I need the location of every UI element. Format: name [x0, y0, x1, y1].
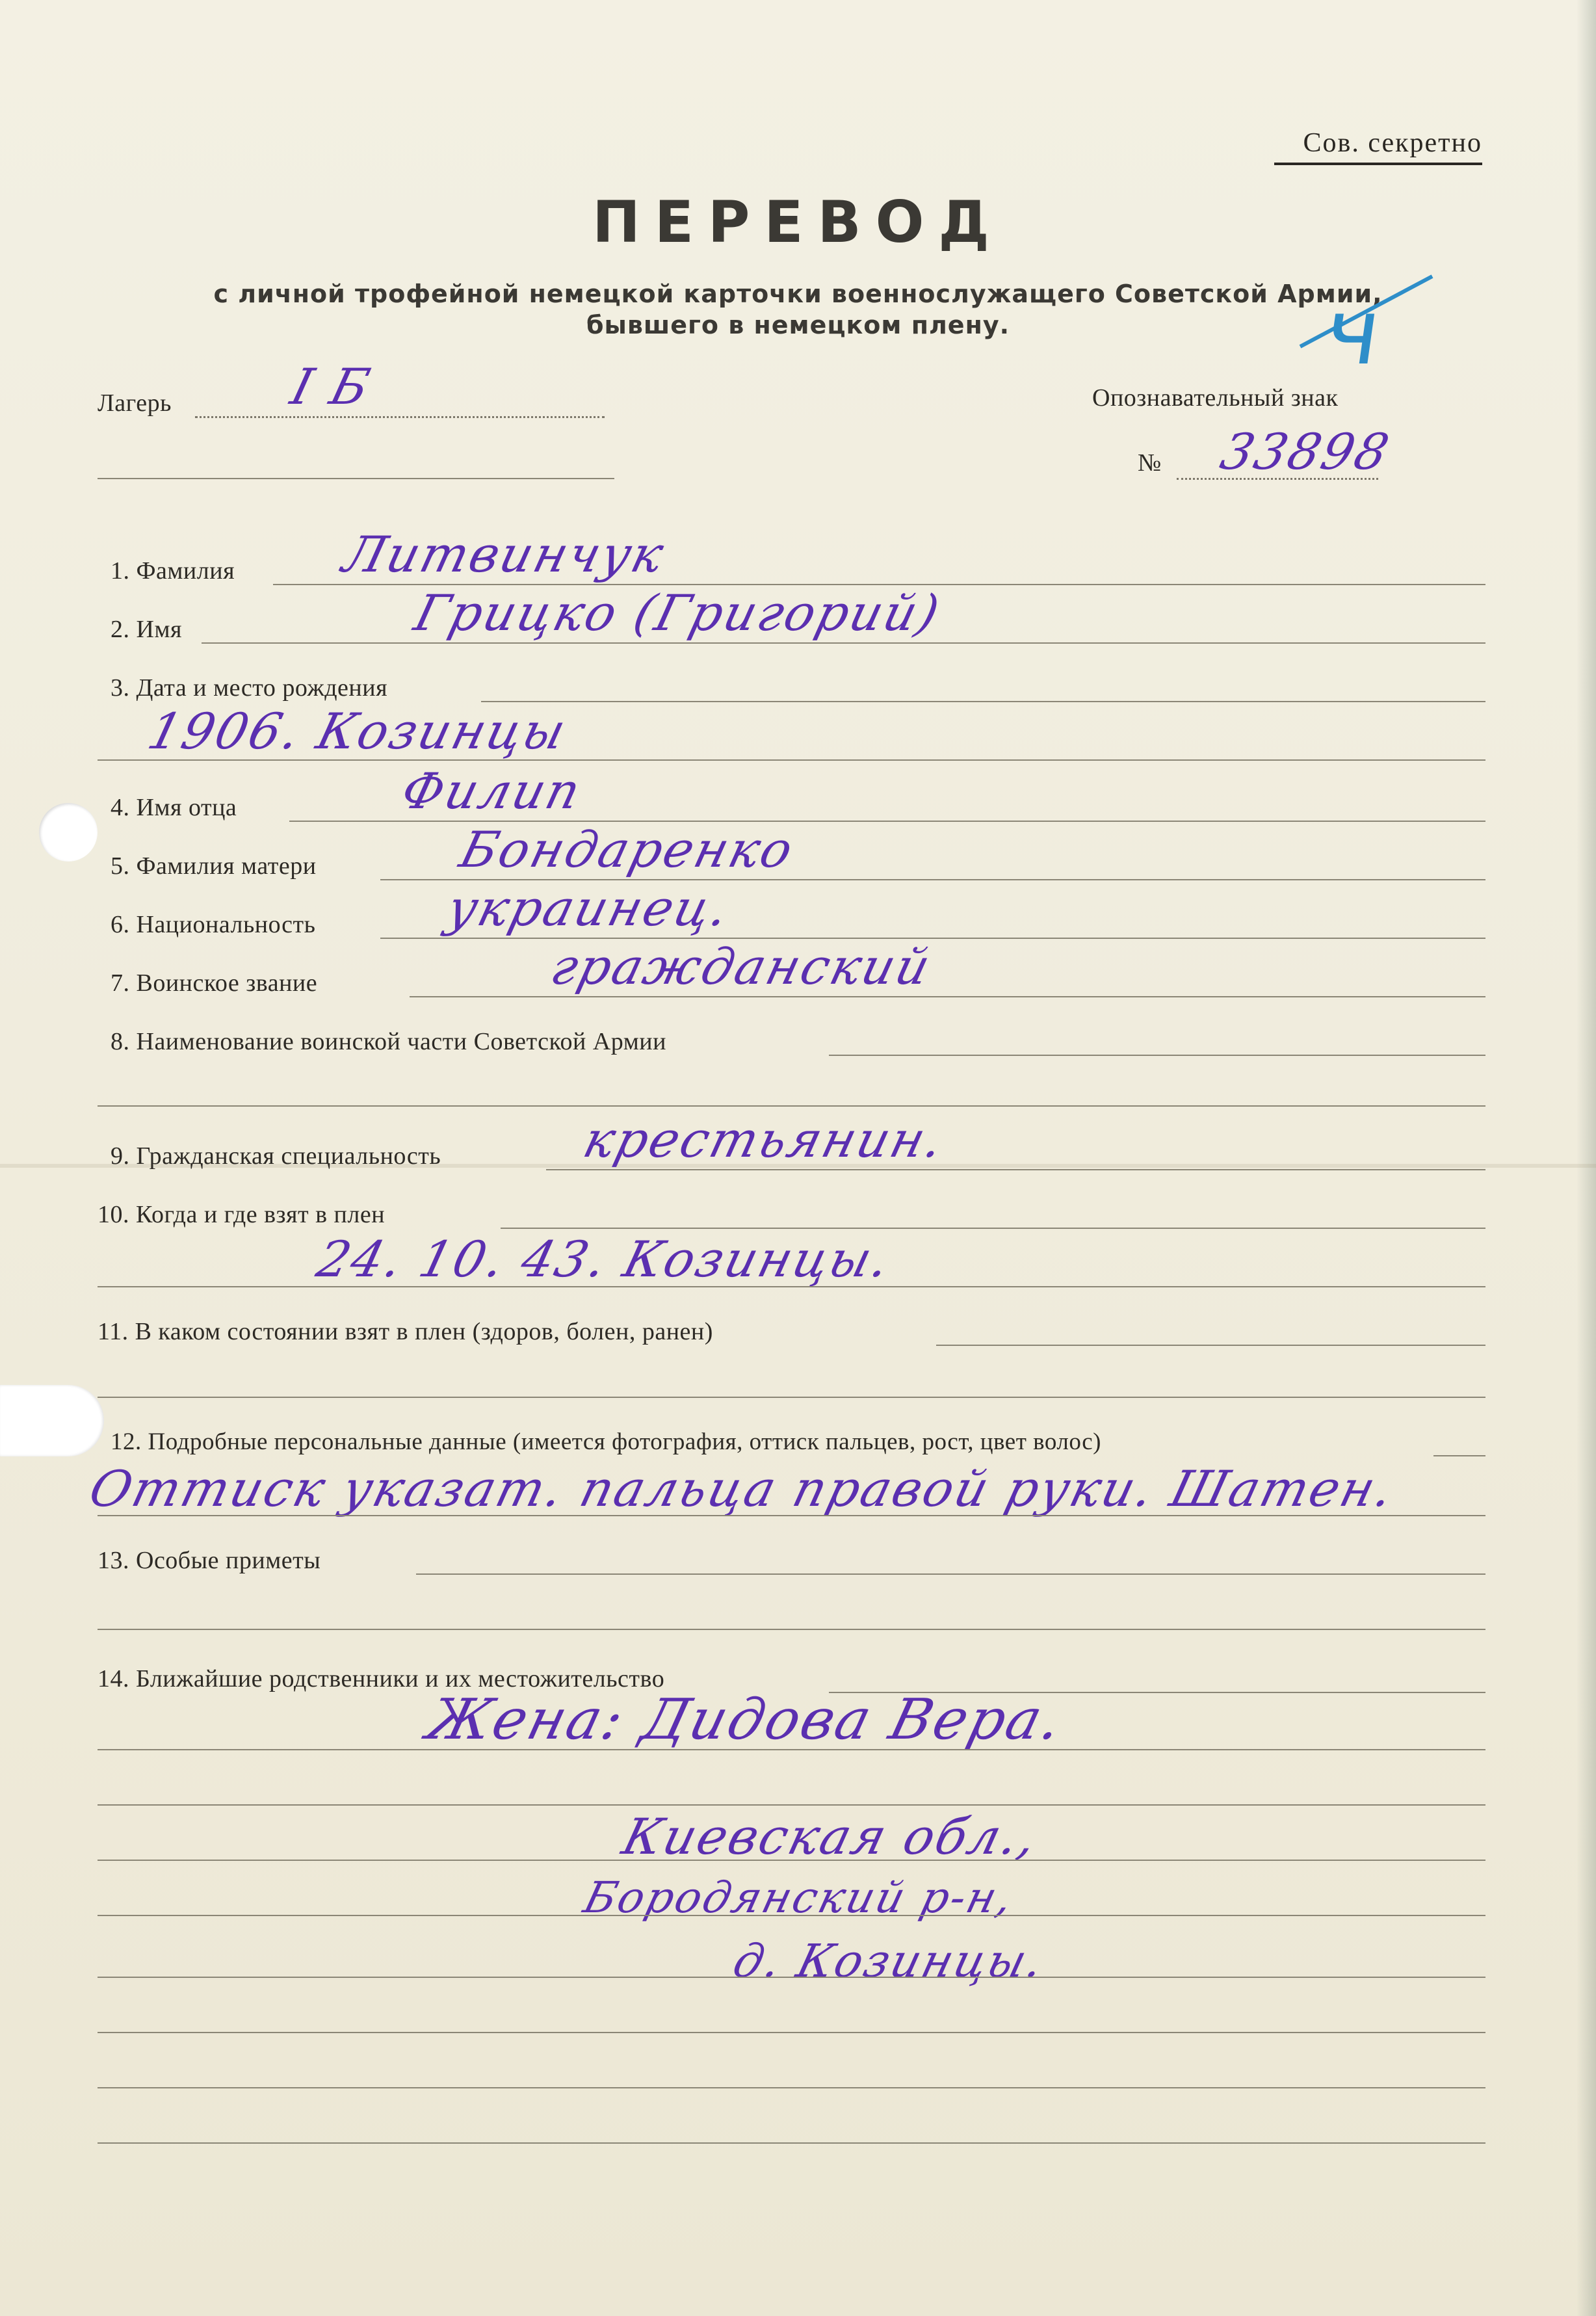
field-10-value: 24. 10. 43. Козинцы.	[311, 1230, 898, 1288]
field-4-label: 4. Имя отца	[111, 794, 237, 821]
id-tag-label: Опознавательный знак	[1092, 384, 1339, 412]
field-7-label: 7. Воинское звание	[111, 969, 318, 997]
field-6-value: украинец.	[441, 879, 737, 937]
field-8-label: 8. Наименование воинской части Советской Армии	[111, 1028, 666, 1055]
field-2-line	[202, 642, 1485, 644]
field-7-value: гражданский	[545, 938, 938, 995]
camp-line	[195, 416, 605, 418]
field-13-line	[416, 1573, 1485, 1575]
field-12-extra-line	[98, 1515, 1485, 1516]
field-12-label: 12. Подробные персональные данные (имеется фотография, оттиск пальцев, рост, цвет волос)	[111, 1428, 1101, 1455]
id-tag-number-label: №	[1138, 449, 1162, 477]
field-1-label: 1. Фамилия	[111, 557, 235, 585]
field-13-extra-line	[98, 1629, 1485, 1630]
field-8-line	[829, 1055, 1485, 1056]
document-subtitle-line1: с личной трофейной немецкой карточки военнослужащего Советской Армии,	[213, 280, 1383, 308]
field-2-label: 2. Имя	[111, 616, 182, 643]
field-11-label: 11. В каком состоянии взят в плен (здоров, болен, ранен)	[98, 1318, 713, 1345]
field-7-line	[410, 996, 1485, 997]
field-12-value: Оттиск указат. пальца правой руки. Шатен.	[83, 1460, 1401, 1518]
document-subtitle-line2: бывшего в немецком плену.	[586, 311, 1010, 339]
field-4-value: Филип	[395, 762, 588, 820]
field-3-label: 3. Дата и место рождения	[111, 674, 388, 702]
field-10-extra-line	[98, 1286, 1485, 1287]
field-9-line	[546, 1169, 1485, 1170]
field-14-extra-line	[98, 1977, 1485, 1978]
field-5-value: Бондаренко	[454, 821, 801, 878]
classification-stamp: Сов. секретно	[1274, 127, 1482, 165]
field-1-value: Литвинчук	[337, 525, 672, 583]
field-14-value-line1: Жена: Дидова Вера.	[421, 1687, 1071, 1752]
field-14-extra-line	[98, 2142, 1485, 2144]
field-14-extra-line	[98, 1804, 1485, 1806]
field-14-label: 14. Ближайшие родственники и их местожительство	[98, 1665, 665, 1692]
camp-label: Лагерь	[98, 389, 172, 417]
punch-hole	[39, 803, 98, 862]
field-10-label: 10. Когда и где взят в плен	[98, 1201, 386, 1228]
field-3-extra-line	[98, 759, 1485, 761]
field-9-label: 9. Гражданская специальность	[111, 1142, 441, 1170]
field-11-line	[936, 1345, 1485, 1346]
field-14-extra-line	[98, 1915, 1485, 1916]
field-2-value: Грицко (Григорий)	[408, 584, 947, 642]
field-14-value-line3: Бородянский р-н,	[579, 1873, 1020, 1923]
margin-mark: ч	[1318, 280, 1388, 386]
field-14-extra-line	[98, 2032, 1485, 2033]
field-12-line	[1433, 1455, 1485, 1456]
torn-edge-notch	[0, 1385, 104, 1456]
document-title: ПЕРЕВОД	[592, 189, 1004, 256]
id-tag-number-value: 33898	[1214, 423, 1396, 480]
camp-extra-line	[98, 478, 614, 479]
field-14-extra-line	[98, 2087, 1485, 2088]
camp-value: I Б	[285, 358, 378, 415]
field-10-line	[501, 1228, 1485, 1229]
field-9-value: крестьянин.	[577, 1111, 951, 1168]
field-14-value-line2: Киевская обл.,	[616, 1808, 1045, 1865]
field-5-label: 5. Фамилия матери	[111, 852, 317, 880]
field-3-line	[481, 701, 1485, 702]
field-13-label: 13. Особые приметы	[98, 1547, 321, 1574]
field-8-extra-line	[98, 1105, 1485, 1107]
field-11-extra-line	[98, 1397, 1485, 1398]
field-3-value: 1906. Козинцы	[142, 702, 573, 760]
field-6-label: 6. Национальность	[111, 911, 316, 938]
page-edge-shadow	[1576, 0, 1596, 2316]
field-14-extra-line	[98, 1749, 1485, 1750]
field-14-value-line4: д. Козинцы.	[727, 1934, 1051, 1988]
field-14-extra-line	[98, 1860, 1485, 1861]
